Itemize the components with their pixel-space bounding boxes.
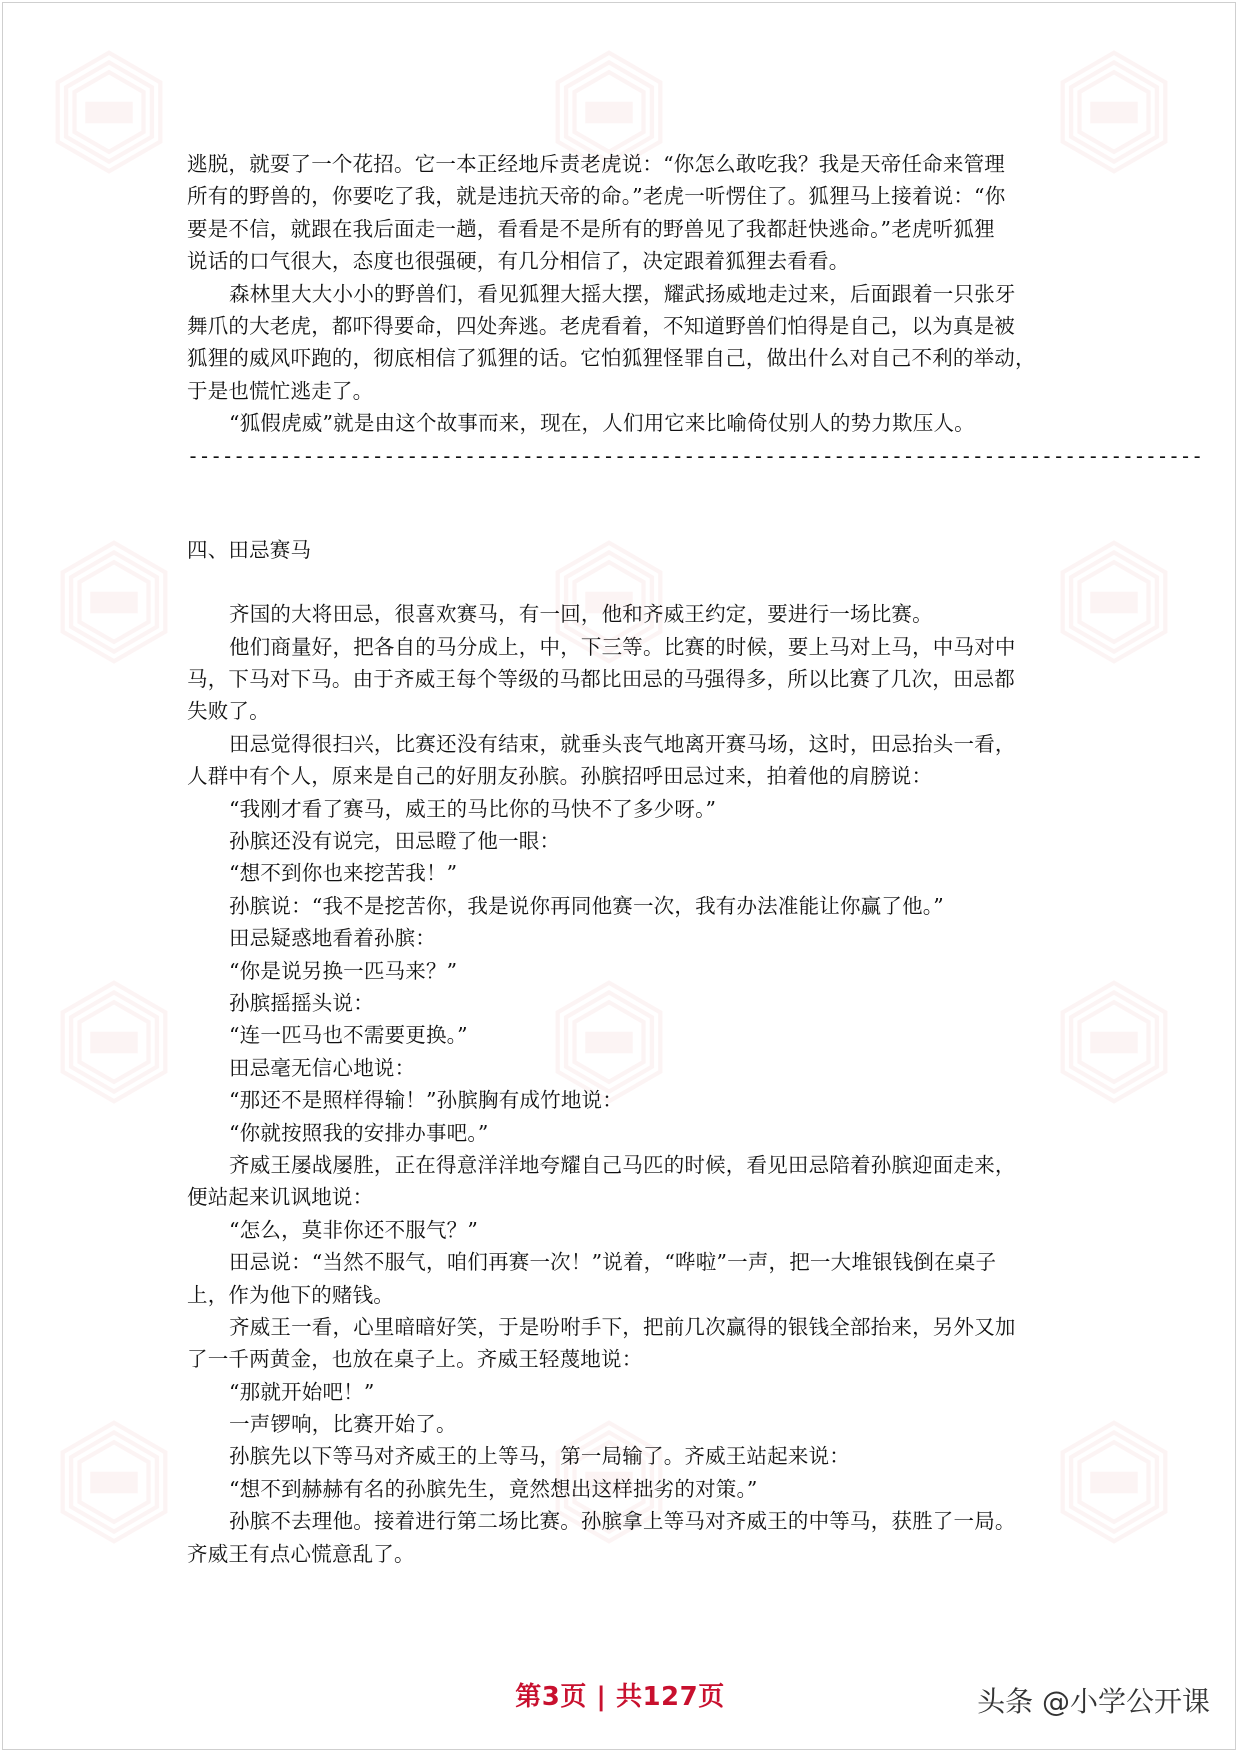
paragraph-line: 所有的野兽的，你要吃了我，就是违抗天帝的命。”老虎一听愣住了。狐狸马上接着说：“你 [187, 184, 1006, 209]
section-divider: ---------------------------------------------------------------------------------------- [187, 443, 1203, 468]
paragraph-first-line: “怎么，莫非你还不服气？” [229, 1217, 479, 1242]
paragraph-line: 舞爪的大老虎，都吓得要命，四处奔逃。老虎看着，不知道野兽们怕得是自己，以为真是被 [187, 313, 1015, 338]
paragraph-first-line: 田忌疑惑地看着孙膑： [229, 926, 436, 951]
paragraph-first-line: 他们商量好，把各自的马分成上，中，下三等。比赛的时候，要上马对上马，中马对中 [229, 634, 1016, 659]
paragraph-first-line: 孙膑不去理他。接着进行第二场比赛。孙膑拿上等马对齐威王的中等马，获胜了一局。 [229, 1509, 1016, 1534]
paragraph-first-line: “连一匹马也不需要更换。” [229, 1023, 468, 1048]
source-tag: 头条 @小学公开课 [977, 1685, 1210, 1718]
paragraph-first-line: 田忌觉得很扫兴，比赛还没有结束，就垂头丧气地离开赛马场，这时，田忌抬头一看， [229, 731, 1016, 756]
paragraph-first-line: 田忌毫无信心地说： [229, 1055, 416, 1080]
paragraph-first-line: 孙膑还没有说完，田忌瞪了他一眼： [229, 829, 561, 854]
paragraph-line: 于是也慌忙逃走了。 [187, 378, 374, 403]
paragraph-first-line: “想不到赫赫有名的孙膑先生，竟然想出这样拙劣的对策。” [229, 1476, 758, 1501]
paragraph-first-line: “那还不是照样得输！”孙膑胸有成竹地说： [229, 1088, 623, 1113]
paragraph-line: 上，作为他下的赌钱。 [187, 1282, 394, 1307]
paragraph-first-line: 齐威王一看，心里暗暗好笑，于是吩咐手下，把前几次赢得的银钱全部抬来，另外又加 [229, 1314, 1016, 1339]
paragraph-first-line: 孙膑摇摇头说： [229, 990, 374, 1015]
paragraph-line: 了一千两黄金，也放在桌子上。齐威王轻蔑地说： [187, 1347, 643, 1372]
paragraph-line: 齐威王有点心慌意乱了。 [187, 1541, 415, 1566]
page-indicator: 第3页 | 共127页 [515, 1682, 725, 1712]
paragraph-line: 要是不信，就跟在我后面走一趟，看看是不是所有的野兽见了我都赶快逃命。”老虎听狐狸 [187, 216, 995, 241]
paragraph-first-line: “狐假虎威”就是由这个故事而来，现在，人们用它来比喻倚仗别人的势力欺压人。 [229, 411, 975, 436]
paragraph-line: 便站起来讥讽地说： [187, 1185, 374, 1210]
paragraph-first-line: 逃脱，就耍了一个花招。它一本正经地斥责老虎说：“你怎么敢吃我？我是天帝任命来管理 [187, 152, 1005, 176]
paragraph-first-line: 齐威王屡战屡胜，正在得意洋洋地夸耀自己马匹的时候，看见田忌陪着孙膑迎面走来， [229, 1152, 1016, 1177]
paragraph-line: 人群中有个人，原来是自己的好朋友孙膑。孙膑招呼田忌过来，拍着他的肩膀说： [187, 764, 933, 789]
paragraph-line: 狐狸的威风吓跑的，彻底相信了狐狸的话。它怕狐狸怪罪自己，做出什么对自己不利的举动， [187, 346, 1036, 371]
paragraph-first-line: “想不到你也来挖苦我！” [229, 861, 458, 886]
paragraph-first-line: 孙膑说：“我不是挖苦你，我是说你再同他赛一次，我有办法准能让你赢了他。” [229, 893, 944, 918]
paragraph-line: 说话的口气很大，态度也很强硬，有几分相信了，决定跟着狐狸去看看。 [187, 249, 850, 274]
paragraph-first-line: “你是说另换一匹马来？” [229, 958, 458, 983]
paragraph-first-line: “我刚才看了赛马，威王的马比你的马快不了多少呀。” [229, 796, 717, 821]
paragraph-first-line: 田忌说：“当然不服气，咱们再赛一次！”说着，“哗啦”一声，把一大堆银钱倒在桌子 [229, 1250, 997, 1275]
paragraph-first-line: “你就按照我的安排办事吧。” [229, 1120, 489, 1145]
section-title: 四、田忌赛马 [187, 537, 312, 562]
paragraph-first-line: 一声锣响，比赛开始了。 [229, 1412, 457, 1437]
paragraph-first-line: 森林里大大小小的野兽们，看见狐狸大摇大摆，耀武扬威地走过来，后面跟着一只张牙 [229, 281, 1016, 306]
document-body [187, 148, 1203, 1570]
paragraph-first-line: “那就开始吧！” [229, 1379, 375, 1404]
paragraph-line: 失败了。 [187, 699, 270, 724]
paragraph-first-line: 齐国的大将田忌，很喜欢赛马，有一回，他和齐威王约定，要进行一场比赛。 [229, 602, 933, 627]
paragraph-first-line: 孙膑先以下等马对齐威王的上等马，第一局输了。齐威王站起来说： [229, 1444, 850, 1469]
paragraph-line: 马，下马对下马。由于齐威王每个等级的马都比田忌的马强得多，所以比赛了几次，田忌都 [187, 667, 1015, 692]
